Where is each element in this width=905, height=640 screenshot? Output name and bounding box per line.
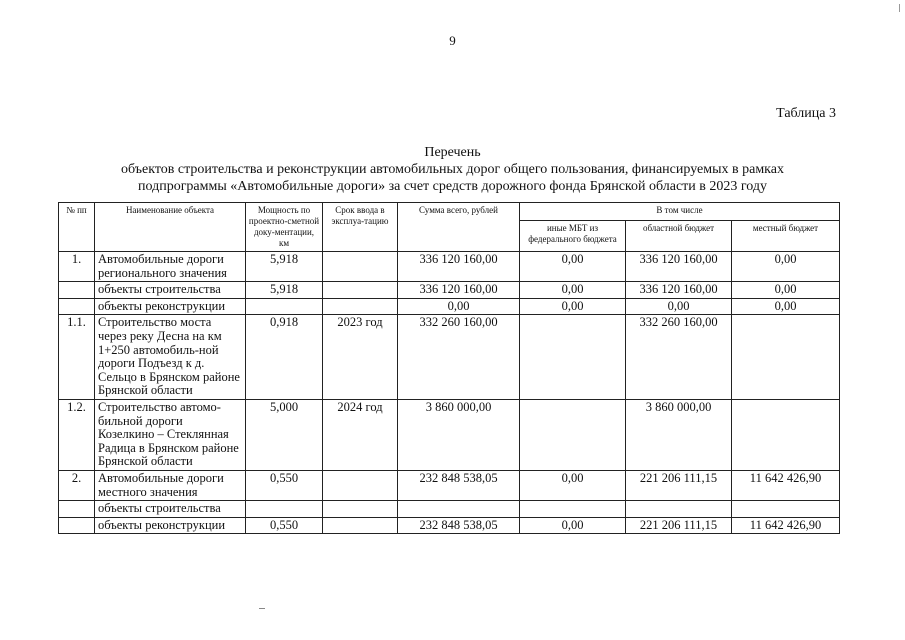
cell-term (323, 517, 398, 534)
cell-capacity (246, 298, 323, 315)
table-row (59, 517, 840, 534)
cell-term: 2023 год (323, 315, 398, 400)
cell-regional: 0,00 (626, 298, 732, 315)
cell-capacity: 5,918 (246, 282, 323, 299)
header-regional: областной бюджет (626, 221, 732, 252)
title-line-3: подпрограммы «Автомобильные дороги» за счет средств дорожного фонда Брянской области в 2023 году (137, 179, 768, 194)
cell-name: объекты строительства (95, 501, 246, 518)
header-row-1 (59, 203, 840, 221)
table-row (59, 282, 840, 299)
cell-mbt (520, 315, 626, 400)
title-line-1: Перечень (424, 145, 481, 160)
cell-total: 232 848 538,05 (398, 517, 520, 534)
cell-capacity: 5,918 (246, 252, 323, 282)
header-no: № пп (59, 203, 95, 252)
cell-regional: 221 206 111,15 (626, 470, 732, 500)
cell-no (59, 298, 95, 315)
cell-total: 0,00 (398, 298, 520, 315)
cell-regional: 336 120 160,00 (626, 282, 732, 299)
cell-no: 1.2. (59, 399, 95, 470)
header-capacity: Мощность по проектно-сметной доку-ментации, км (246, 203, 323, 252)
cell-local: 0,00 (732, 282, 840, 299)
header-total: Сумма всего, рублей (398, 203, 520, 252)
cell-no (59, 282, 95, 299)
cell-total: 336 120 160,00 (398, 252, 520, 282)
cell-regional: 336 120 160,00 (626, 252, 732, 282)
cell-regional: 3 860 000,00 (626, 399, 732, 470)
title-line-2: объектов строительства и реконструкции автомобильных дорог общего пользования, финансируемых в рамках (121, 162, 784, 177)
table-row (59, 470, 840, 500)
header-name: Наименование объекта (95, 203, 246, 252)
cell-capacity: 0,550 (246, 470, 323, 500)
cell-term: 2024 год (323, 399, 398, 470)
cell-capacity (246, 501, 323, 518)
cell-local: 11 642 426,90 (732, 470, 840, 500)
cell-name: Автомобильные дороги местного значения (95, 470, 246, 500)
cell-mbt (520, 501, 626, 518)
cell-capacity: 0,550 (246, 517, 323, 534)
cell-term (323, 501, 398, 518)
table-row (59, 298, 840, 315)
cell-total (398, 501, 520, 518)
cell-name: Строительство моста через реку Десна на км 1+250 автомобиль-ной дороги Подъезд к д. Сельцо в Брянском районе Брянской области (95, 315, 246, 400)
cell-no (59, 517, 95, 534)
cell-name: объекты реконструкции (95, 517, 246, 534)
table-row (59, 315, 840, 400)
cell-local (732, 399, 840, 470)
cell-local: 11 642 426,90 (732, 517, 840, 534)
cell-total: 332 260 160,00 (398, 315, 520, 400)
cell-regional (626, 501, 732, 518)
cell-term (323, 298, 398, 315)
cell-no: 1. (59, 252, 95, 282)
cell-mbt: 0,00 (520, 252, 626, 282)
header-term: Срок ввода в эксплуа-тацию (323, 203, 398, 252)
cell-no (59, 501, 95, 518)
cell-local (732, 315, 840, 400)
objects-table (58, 202, 840, 534)
table-row (59, 399, 840, 470)
cell-mbt: 0,00 (520, 470, 626, 500)
cell-mbt: 0,00 (520, 298, 626, 315)
edge-mark (899, 4, 900, 12)
cell-name: объекты строительства (95, 282, 246, 299)
cell-regional: 221 206 111,15 (626, 517, 732, 534)
table-label: Таблица 3 (776, 106, 836, 121)
table-row (59, 252, 840, 282)
cell-term (323, 282, 398, 299)
cell-capacity: 5,000 (246, 399, 323, 470)
cell-mbt (520, 399, 626, 470)
cell-name: Автомобильные дороги регионального значения (95, 252, 246, 282)
cell-term (323, 470, 398, 500)
cell-total: 3 860 000,00 (398, 399, 520, 470)
cell-local: 0,00 (732, 252, 840, 282)
cell-name: Строительство автомо-бильной дороги Козелкино – Стеклянная Радица в Брянском районе Брянской области (95, 399, 246, 470)
cell-regional: 332 260 160,00 (626, 315, 732, 400)
cell-local (732, 501, 840, 518)
cell-no: 2. (59, 470, 95, 500)
cell-total: 336 120 160,00 (398, 282, 520, 299)
table-row (59, 501, 840, 518)
document-title (40, 144, 865, 195)
cell-capacity: 0,918 (246, 315, 323, 400)
scan-mark (259, 608, 265, 609)
cell-term (323, 252, 398, 282)
cell-local: 0,00 (732, 298, 840, 315)
page-number: 9 (449, 33, 456, 48)
cell-mbt: 0,00 (520, 517, 626, 534)
cell-mbt: 0,00 (520, 282, 626, 299)
cell-no: 1.1. (59, 315, 95, 400)
header-including: В том числе (520, 203, 840, 221)
cell-name: объекты реконструкции (95, 298, 246, 315)
header-local: местный бюджет (732, 221, 840, 252)
header-mbt: иные МБТ из федерального бюджета (520, 221, 626, 252)
cell-total: 232 848 538,05 (398, 470, 520, 500)
